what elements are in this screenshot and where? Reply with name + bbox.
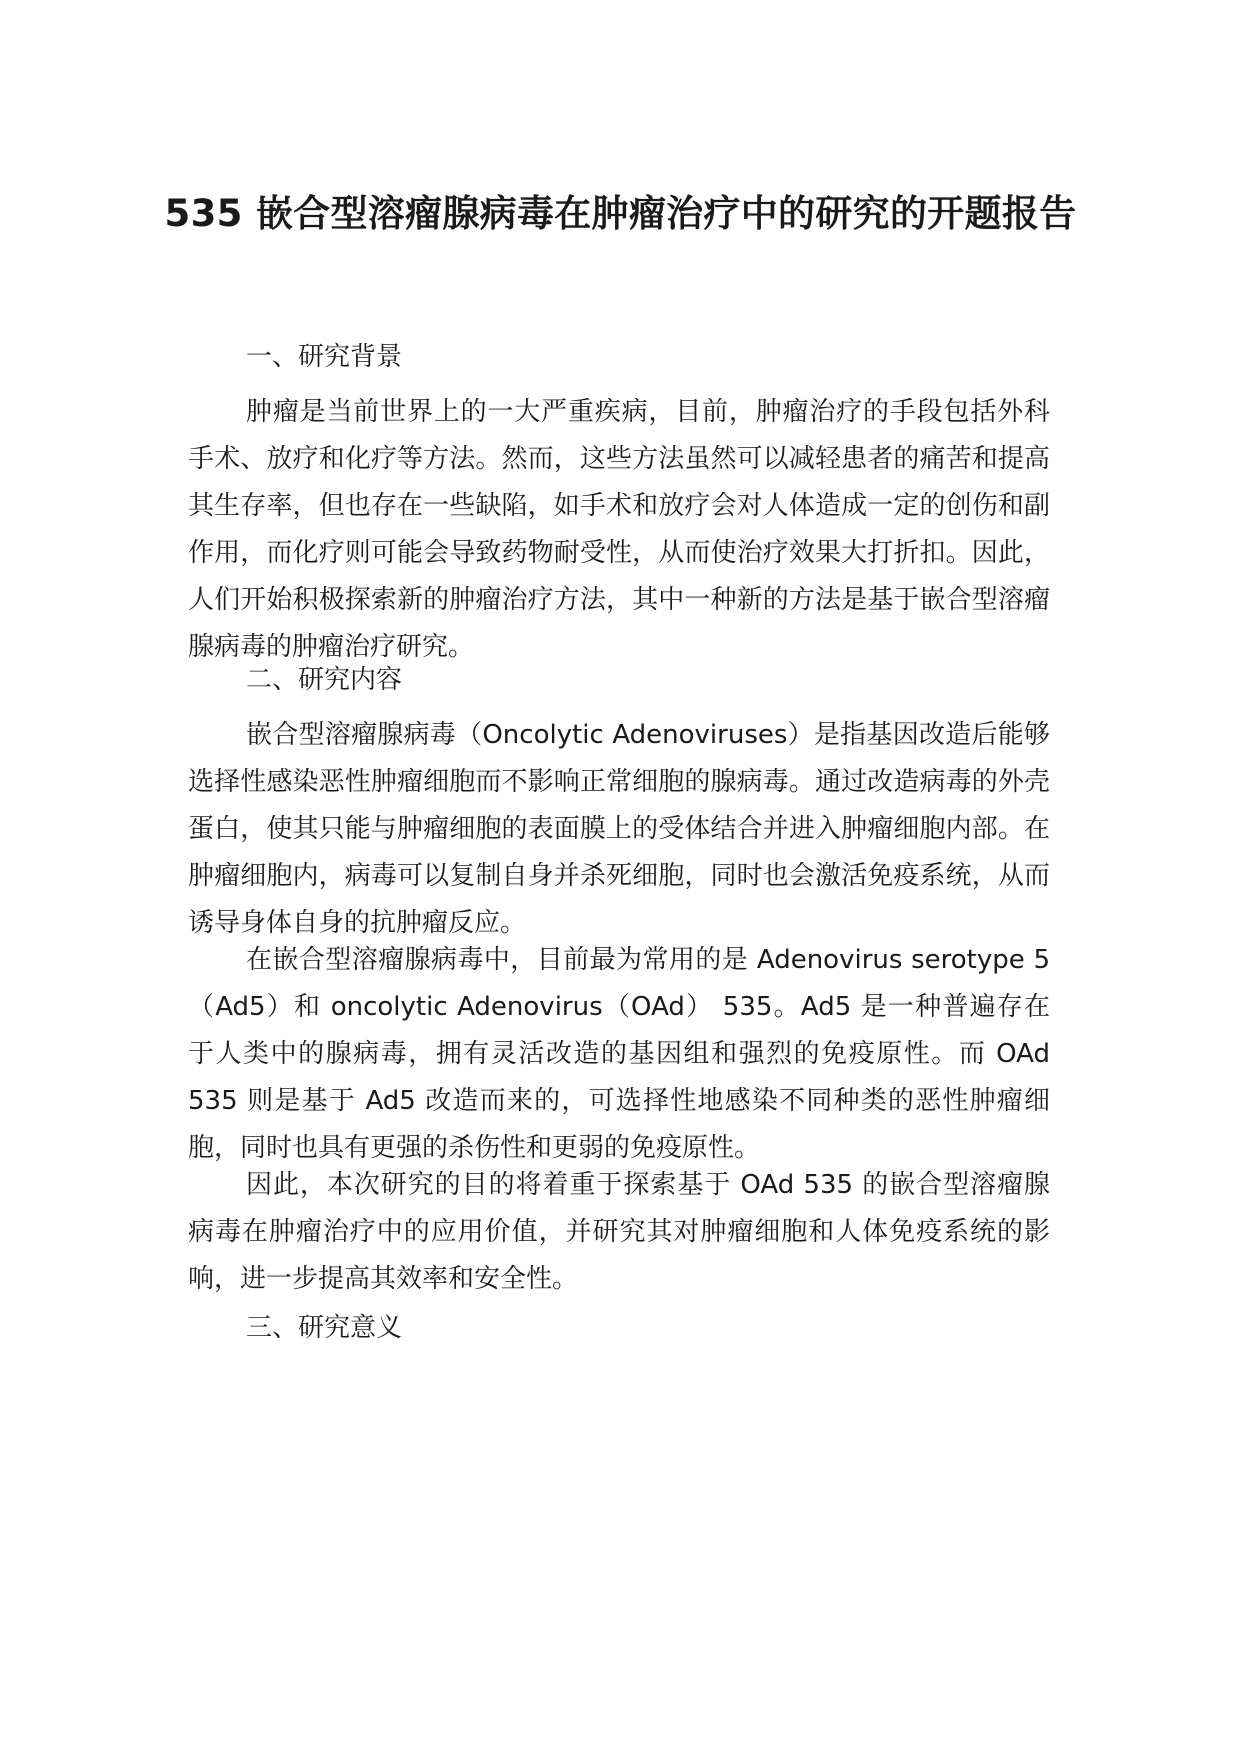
paragraph-content-2: 在嵌合型溶瘤腺病毒中，目前最为常用的是 Adenovirus serotype 5（Ad5）和 oncolytic Adenovirus（OAd） 535。Ad5 是一种普遍存在于人类中的腺病毒，拥有灵活改造的基因组和强烈的免疫原性。而 OAd 535 则是基于 Ad5 改造而来的，可选择性地感染不同种类的恶性肿瘤细胞，同时也具有更强的杀伤性和更弱的免疫原性。	[188, 945, 1050, 1163]
paragraph-background: 肿瘤是当前世界上的一大严重疾病，目前，肿瘤治疗的手段包括外科手术、放疗和化疗等方法。然而，这些方法虽然可以减轻患者的痛苦和提高其生存率，但也存在一些缺陷，如手术和放疗会对人体造成一定的创伤和副作用，而化疗则可能会导致药物耐受性，从而使治疗效果大打折扣。因此，人们开始积极探索新的肿瘤治疗方法，其中一种新的方法是基于嵌合型溶瘤腺病毒的肿瘤治疗研究。	[188, 397, 1050, 662]
section-heading-content: 二、研究内容	[246, 665, 403, 695]
document-title: 535 嵌合型溶瘤腺病毒在肿瘤治疗中的研究的开题报告	[164, 192, 1077, 235]
paragraph-content-1: 嵌合型溶瘤腺病毒（Oncolytic Adenoviruses）是指基因改造后能够选择性感染恶性肿瘤细胞而不影响正常细胞的腺病毒。通过改造病毒的外壳蛋白，使其只能与肿瘤细胞的表面膜上的受体结合并进入肿瘤细胞内部。在肿瘤细胞内，病毒可以复制自身并杀死细胞，同时也会激活免疫系统，从而诱导身体自身的抗肿瘤反应。	[188, 720, 1050, 938]
paragraph-content-3: 因此，本次研究的目的将着重于探索基于 OAd 535 的嵌合型溶瘤腺病毒在肿瘤治疗中的应用价值，并研究其对肿瘤细胞和人体免疫系统的影响，进一步提高其效率和安全性。	[188, 1170, 1050, 1294]
section-heading-background: 一、研究背景	[246, 342, 403, 372]
section-heading-significance: 三、研究意义	[246, 1313, 403, 1343]
